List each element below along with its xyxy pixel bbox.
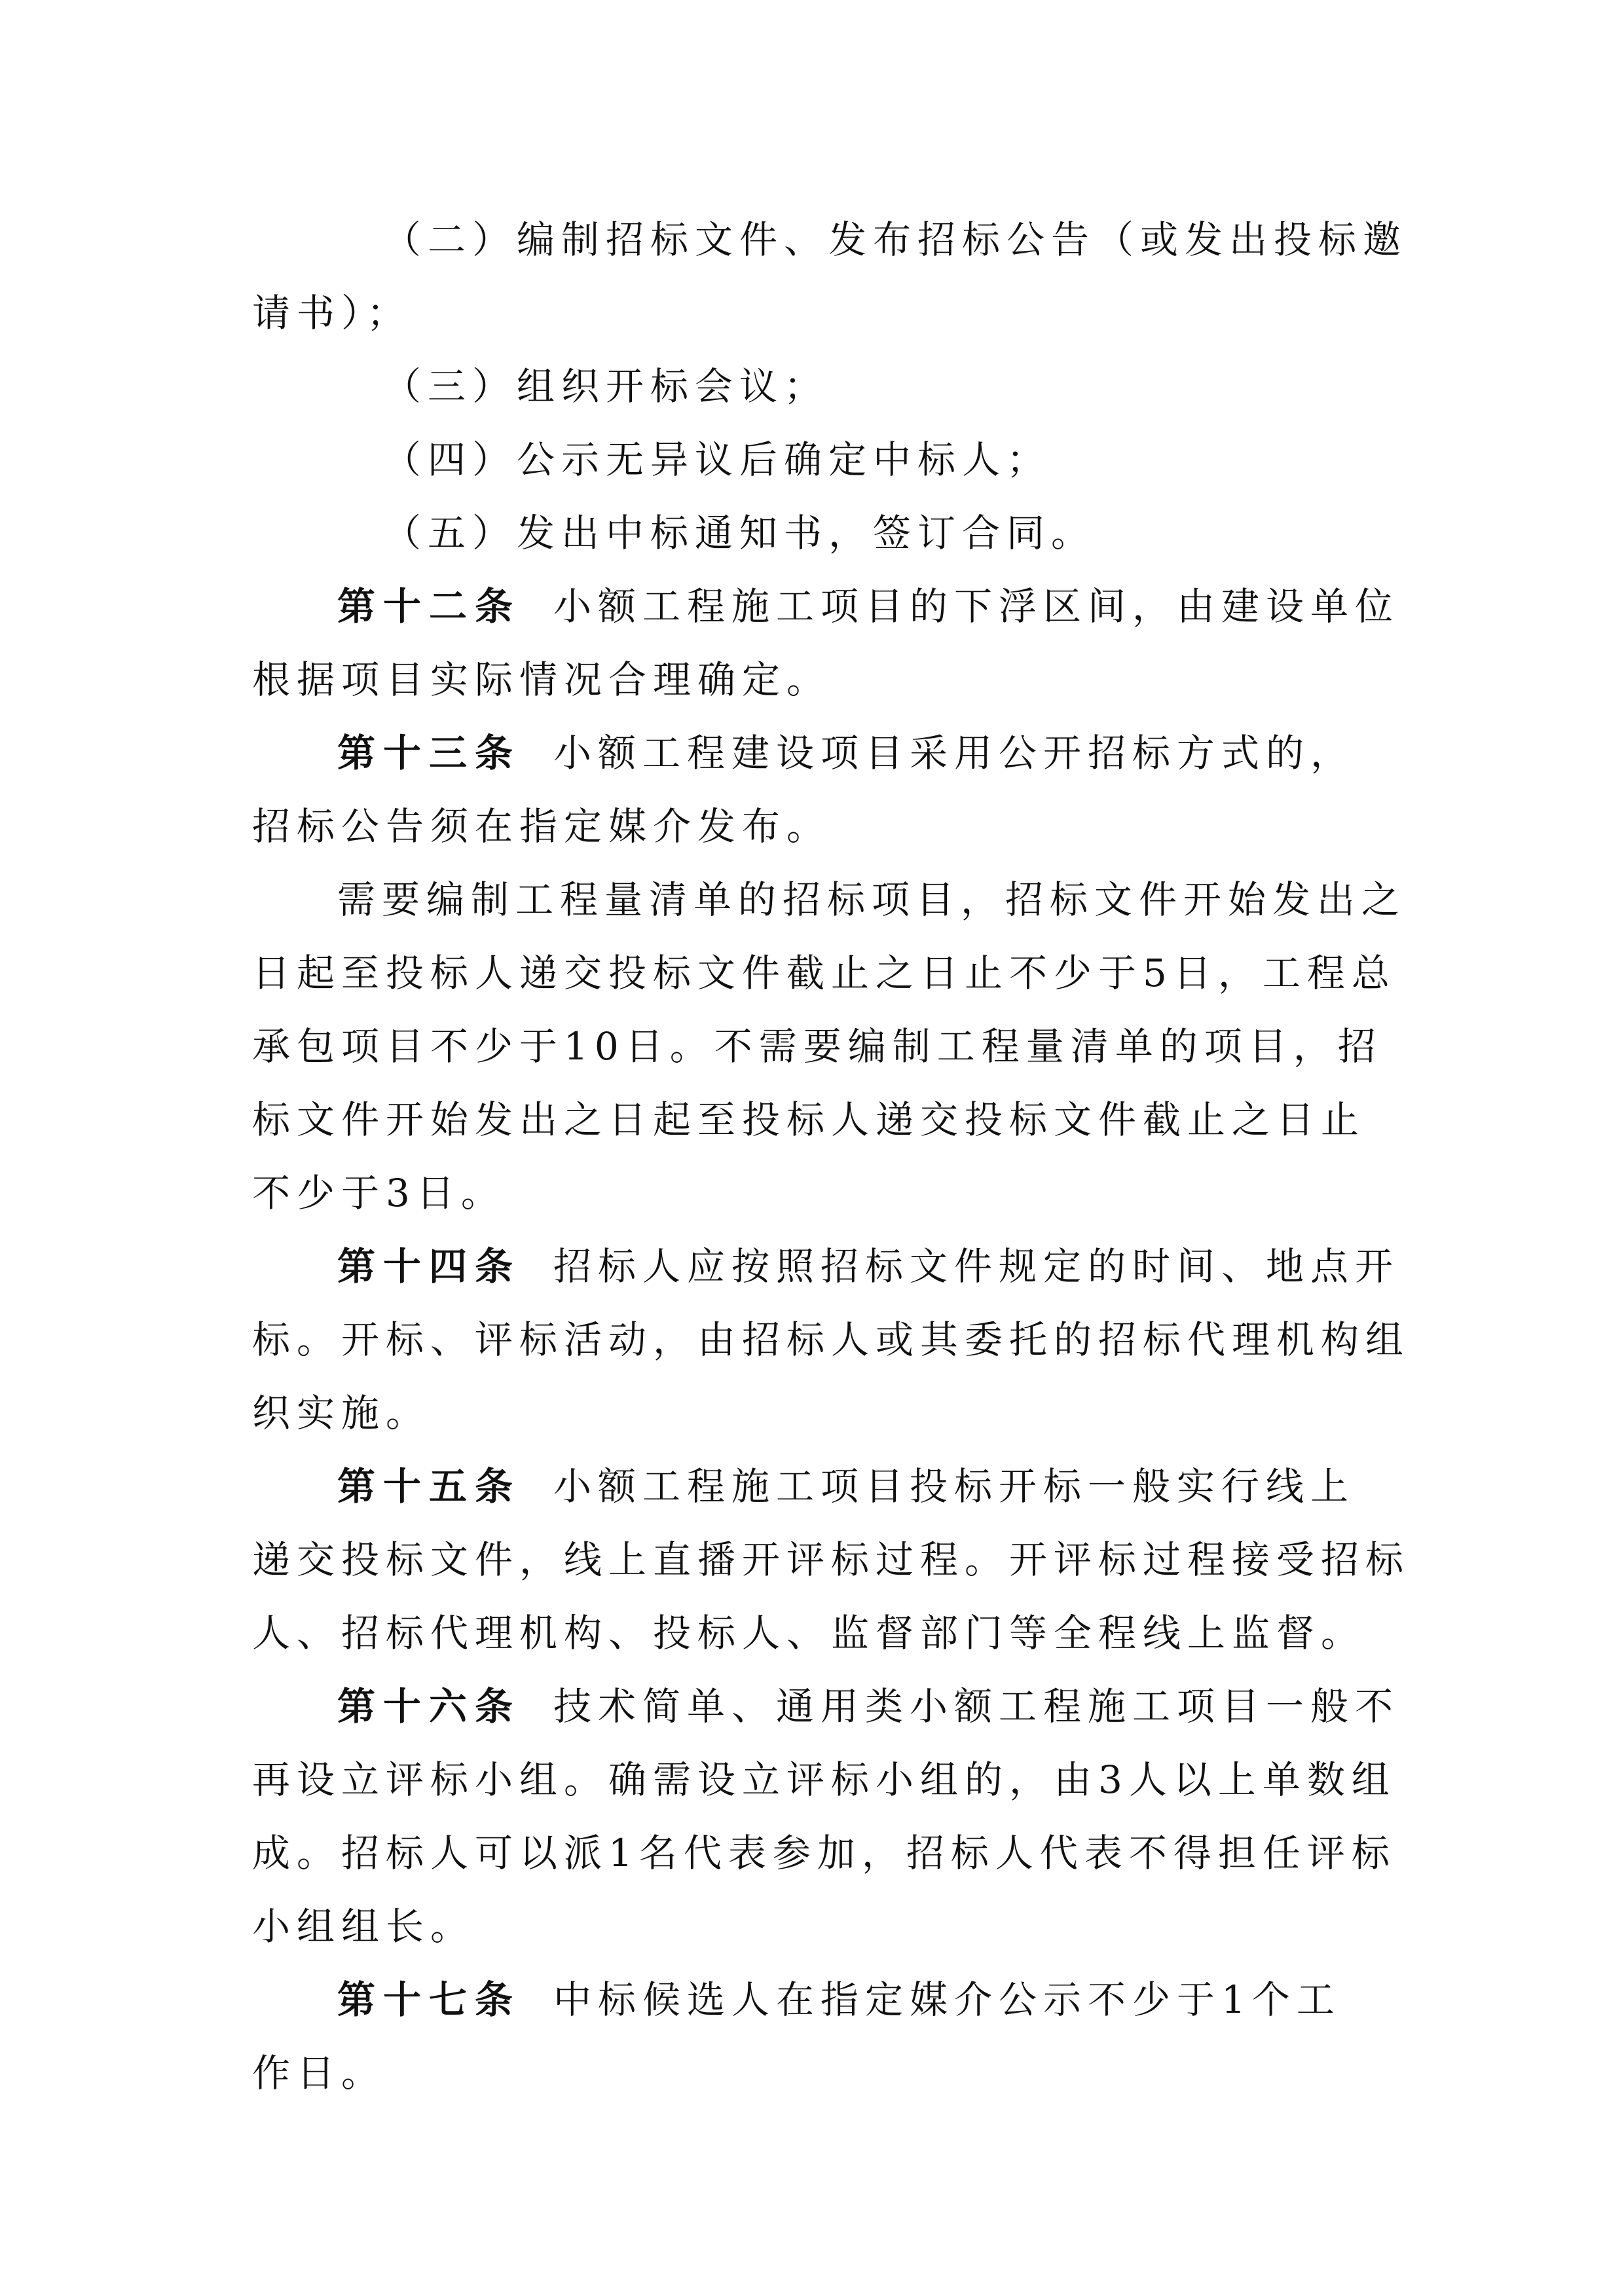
article-number: 第十二条 <box>337 584 521 629</box>
text-line <box>252 643 1378 716</box>
line-text: 成。招标人可以派1名代表参加，招标人代表不得担任评标 <box>252 1831 1396 1875</box>
line-text: 人、招标代理机构、投标人、监督部门等全程线上监督。 <box>252 1611 1366 1655</box>
line-text: 不少于3日。 <box>252 1171 506 1215</box>
line-text: （三）组织开标会议； <box>383 364 829 409</box>
line-text: 织实施。 <box>252 1391 431 1435</box>
text-line <box>252 276 1378 350</box>
text-line <box>252 350 1378 423</box>
line-text: 根据项目实际情况合理确定。 <box>252 657 832 702</box>
article-paragraph <box>252 1963 1378 2110</box>
text-line <box>252 1743 1396 1816</box>
line-text: （五）发出中标通知书，签订合同。 <box>383 511 1096 555</box>
list-item <box>252 863 1407 1230</box>
text-line <box>252 1670 1400 1743</box>
line-text: 招标人应按照招标文件规定的时间、地点开 <box>553 1244 1400 1289</box>
list-item <box>252 203 1408 350</box>
text-line <box>252 1376 1378 1450</box>
text-line <box>252 1816 1396 1890</box>
text-line <box>252 790 1378 863</box>
line-text: 小组组长。 <box>252 1904 475 1949</box>
text-line <box>252 203 1408 276</box>
article-number: 第十三条 <box>337 731 521 775</box>
line-text: 作日。 <box>252 2051 386 2095</box>
article-number: 第十六条 <box>337 1684 521 1729</box>
text-line <box>252 570 1400 643</box>
text-line <box>252 1083 1378 1156</box>
line-text: 招标公告须在指定媒介发布。 <box>252 804 832 849</box>
line-text: 递交投标文件，线上直播开评标过程。开评标过程接受招标 <box>252 1537 1411 1582</box>
line-text: 标文件开始发出之日起至投标人递交投标文件截止之日止 <box>252 1097 1366 1142</box>
article-paragraph <box>252 570 1400 716</box>
line-text: 小额工程施工项目的下浮区间，由建设单位 <box>553 584 1400 629</box>
list-item <box>252 350 1378 423</box>
article-number: 第十七条 <box>337 1977 521 2022</box>
line-text: 日起至投标人递交投标文件截止之日止不少于5日，工程总 <box>252 951 1396 995</box>
text-line <box>252 1010 1382 1083</box>
article-paragraph <box>252 1670 1400 1963</box>
text-line <box>252 423 1378 496</box>
text-line <box>252 1303 1411 1376</box>
line-text: 技术简单、通用类小额工程施工项目一般不 <box>553 1684 1400 1729</box>
text-line <box>252 1963 1378 2036</box>
article-number: 第十四条 <box>337 1244 521 1289</box>
article-paragraph <box>252 1230 1411 1450</box>
line-text: （四）公示无异议后确定中标人； <box>383 437 1052 482</box>
text-line <box>252 936 1396 1010</box>
text-line <box>252 1890 1378 1963</box>
article-paragraph <box>252 1450 1411 1670</box>
text-line <box>252 1156 1378 1230</box>
list-item <box>252 423 1378 496</box>
line-text: 中标候选人在指定媒介公示不少于1个工 <box>553 1977 1341 2022</box>
line-text: （二）编制招标文件、发布招标公告（或发出投标邀 <box>383 217 1408 262</box>
line-text: 小额工程施工项目投标开标一般实行线上 <box>553 1464 1356 1509</box>
text-line <box>252 2036 1378 2110</box>
text-line <box>252 716 1378 790</box>
article-number: 第十五条 <box>337 1464 521 1509</box>
text-line <box>252 1596 1378 1670</box>
text-line <box>252 863 1407 936</box>
line-text: 需要编制工程量清单的招标项目，招标文件开始发出之 <box>337 877 1407 922</box>
line-text: 标。开标、评标活动，由招标人或其委托的招标代理机构组 <box>252 1317 1411 1362</box>
document-page <box>252 203 1411 2110</box>
text-line <box>252 1450 1378 1523</box>
text-line <box>252 1523 1411 1596</box>
line-text: 请书）； <box>252 291 412 335</box>
line-text: 承包项目不少于10日。不需要编制工程量清单的项目，招 <box>252 1024 1382 1069</box>
text-line <box>252 496 1378 570</box>
article-paragraph <box>252 716 1378 863</box>
list-item <box>252 496 1378 570</box>
line-text: 再设立评标小组。确需设立评标小组的，由3人以上单数组 <box>252 1757 1396 1802</box>
text-line <box>252 1230 1400 1303</box>
line-text: 小额工程建设项目采用公开招标方式的， <box>553 731 1356 775</box>
